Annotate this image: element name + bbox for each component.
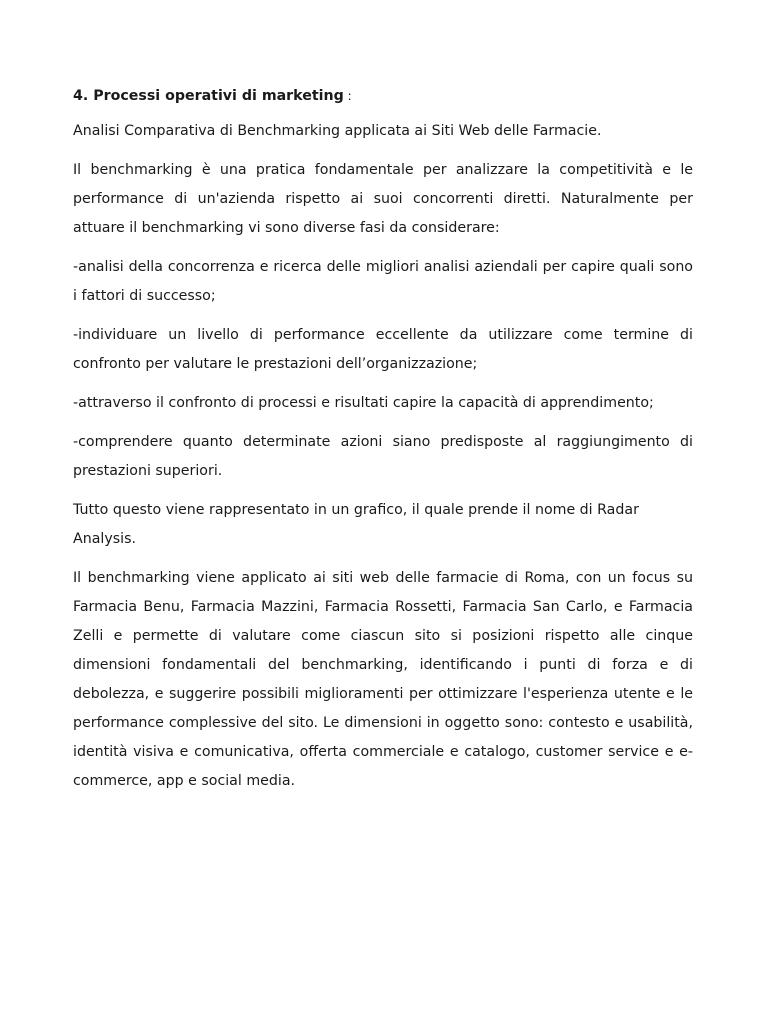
paragraph-intro: Il benchmarking è una pratica fondamentale per analizzare la competitività e le performance di un'azienda rispetto ai suoi concorrenti diretti. Naturalmente per attuare il benchmarking vi sono diverse fasi da considerare: bbox=[73, 162, 693, 236]
section-title: 4. Processi operativi di marketing bbox=[73, 88, 344, 104]
paragraph-phase-1: -analisi della concorrenza e ricerca delle migliori analisi aziendali per capire quali sono i fattori di successo; bbox=[73, 259, 693, 304]
paragraph-phase-2: -individuare un livello di performance eccellente da utilizzare come termine di confronto per valutare le prestazioni dell’organizzazione; bbox=[73, 327, 693, 372]
paragraph-phase-4: -comprendere quanto determinate azioni siano predisposte al raggiungimento di prestazioni superiori. bbox=[73, 434, 693, 479]
paragraph-phase-3: -attraverso il confronto di processi e risultati capire la capacità di apprendimento; bbox=[73, 395, 654, 411]
document-body bbox=[73, 84, 693, 806]
paragraph-pharmacies: Il benchmarking viene applicato ai siti web delle farmacie di Roma, con un focus su Farmacia Benu, Farmacia Mazzini, Farmacia Rossetti, Farmacia San Carlo, e Farmacia Zelli e permette di valutare come ciascun sito si posizioni rispetto alle cinque dimensioni fondamentali del benchmarking, identificando i punti di forza e di debolezza, e suggerire possibili miglioramenti per ottimizzare l'esperienza utente e le performance complessive del sito. Le dimensioni in oggetto sono: contesto e usabilità, identità visiva e comunicativa, offerta commerciale e catalogo, customer service e e-commerce, app e social media. bbox=[73, 570, 693, 789]
section-title-suffix: : bbox=[343, 89, 352, 103]
section-heading bbox=[73, 84, 693, 108]
paragraph-subtitle: Analisi Comparativa di Benchmarking applicata ai Siti Web delle Farmacie. bbox=[73, 123, 602, 139]
paragraph-radar-analysis: Tutto questo viene rappresentato in un grafico, il quale prende il nome di Radar Analysis. bbox=[73, 502, 639, 547]
